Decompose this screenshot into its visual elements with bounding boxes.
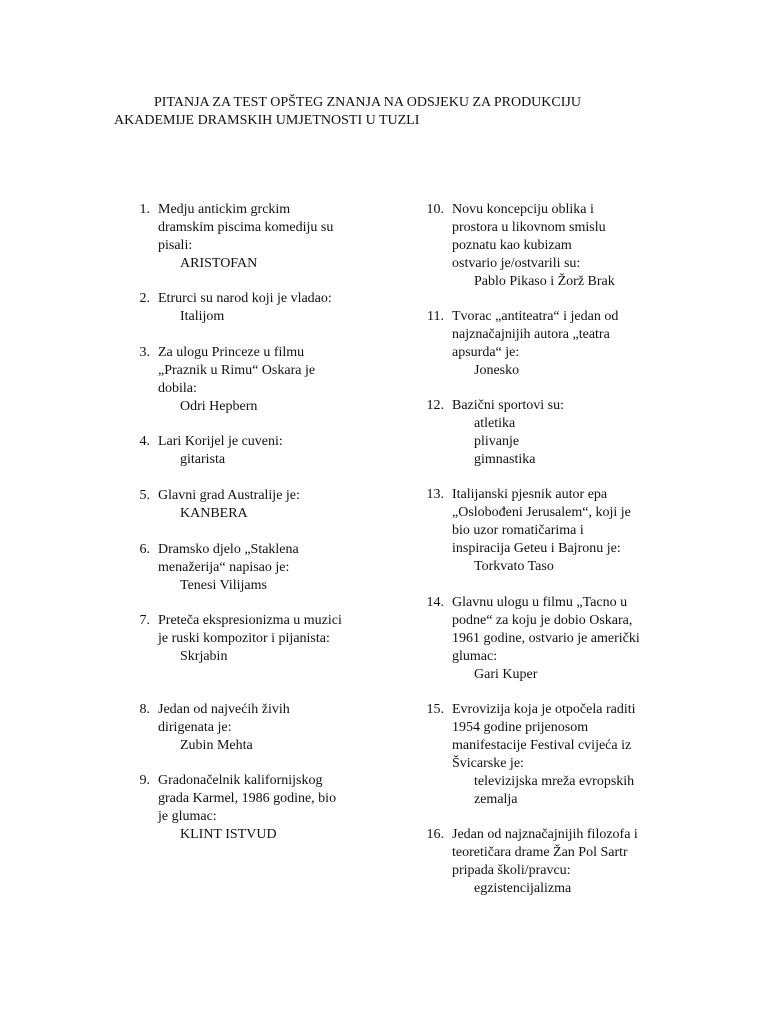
question-text: Etrurci su narod koji je vladao: xyxy=(158,291,332,306)
question-text: Medju antickim grckim dramskim piscima komediju su pisali: xyxy=(158,202,334,253)
question-number: 5. xyxy=(139,488,150,503)
question-14 xyxy=(414,594,674,684)
answer-text: ARISTOFAN xyxy=(180,256,258,271)
answer-text: KANBERA xyxy=(180,506,248,521)
answer-text: gitarista xyxy=(180,452,226,467)
question-number: 7. xyxy=(139,613,150,628)
question-text: Dramsko djelo „Staklena menažerija“ napisao je: xyxy=(158,542,299,575)
answer-text: KLINT ISTVUD xyxy=(180,827,277,842)
question-10 xyxy=(414,201,674,291)
question-number: 2. xyxy=(139,291,150,306)
question-7 xyxy=(122,612,372,666)
question-number: 6. xyxy=(139,542,150,557)
question-number: 13. xyxy=(426,487,444,502)
question-text: Jedan od najznačajnijih filozofa i teoretičara drame Žan Pol Sartr pripada školi/pravcu: xyxy=(452,827,638,878)
question-text: Italijanski pjesnik autor epa „Oslobođeni Jerusalem“, koji je bio uzor romatičarima i inspiracija Geteu i Bajronu je: xyxy=(452,487,631,556)
question-text: Glavnu ulogu u filmu „Tacno u podne“ za koju je dobio Oskara, 1961 godine, ostvario je američki glumac: xyxy=(452,595,640,664)
question-8 xyxy=(122,701,372,755)
question-11 xyxy=(414,308,674,380)
question-number: 14. xyxy=(426,595,444,610)
question-text: Preteča ekspresionizma u muzici je ruski kompozitor i pijanista: xyxy=(158,613,342,646)
answer-text: Italijom xyxy=(180,309,225,324)
question-4 xyxy=(122,433,372,469)
answer-text: Skrjabin xyxy=(180,649,228,664)
question-text: Tvorac „antiteatra“ i jedan od najznačajnijih autora „teatra apsurda“ je: xyxy=(452,309,619,360)
question-15 xyxy=(414,701,674,809)
question-16 xyxy=(414,826,674,898)
answer-text: egzistencijalizma xyxy=(474,881,572,896)
answer-text: Torkvato Taso xyxy=(474,559,554,574)
question-number: 9. xyxy=(139,773,150,788)
question-text: Novu koncepciju oblika i prostora u likovnom smislu poznatu kao kubizam ostvario je/ostvarili su: xyxy=(452,202,606,271)
question-number: 11. xyxy=(427,309,444,324)
question-number: 15. xyxy=(426,702,444,717)
document-title xyxy=(114,94,674,130)
question-5 xyxy=(122,487,372,523)
answer-text: Tenesi Vilijams xyxy=(180,578,267,593)
question-13 xyxy=(414,486,674,576)
answer-text: Zubin Mehta xyxy=(180,738,253,753)
title-line-1: PITANJA ZA TEST OPŠTEG ZNANJA NA ODSJEKU ZA PRODUKCIJU xyxy=(154,95,581,110)
question-text: Gradonačelnik kalifornijskog grada Karmel, 1986 godine, bio je glumac: xyxy=(158,773,337,824)
question-1 xyxy=(122,201,372,273)
question-number: 8. xyxy=(139,702,150,717)
title-line-2: AKADEMIJE DRAMSKIH UMJETNOSTI U TUZLI xyxy=(114,113,420,128)
question-number: 3. xyxy=(139,345,150,360)
question-12 xyxy=(414,397,674,469)
question-text: Evrovizija koja je otpočela raditi 1954 godine prijenosom manifestacije Festival cvijeća iz Švicarske je: xyxy=(452,702,636,771)
question-text: Za ulogu Princeze u filmu „Praznik u Rimu“ Oskara je dobila: xyxy=(158,345,316,396)
question-2 xyxy=(122,290,372,326)
question-number: 10. xyxy=(426,202,444,217)
answer-text: Odri Hepbern xyxy=(180,399,258,414)
question-6 xyxy=(122,541,372,595)
question-number: 1. xyxy=(139,202,150,217)
answer-text: Jonesko xyxy=(474,363,520,378)
answer-text: Pablo Pikaso i Žorž Brak xyxy=(474,274,615,289)
question-text: Bazični sportovi su: xyxy=(452,398,564,413)
question-number: 12. xyxy=(426,398,444,413)
question-number: 16. xyxy=(426,827,444,842)
answer-text: televizijska mreža evropskih zemalja xyxy=(474,774,635,807)
question-text: Lari Korijel je cuveni: xyxy=(158,434,283,449)
question-9 xyxy=(122,772,372,844)
answer-text: Gari Kuper xyxy=(474,667,538,682)
question-number: 4. xyxy=(139,434,150,449)
answer-text: atletika plivanje gimnastika xyxy=(474,416,536,467)
question-text: Glavni grad Australije je: xyxy=(158,488,300,503)
question-text: Jedan od najvećih živih dirigenata je: xyxy=(158,702,290,735)
question-3 xyxy=(122,344,372,416)
